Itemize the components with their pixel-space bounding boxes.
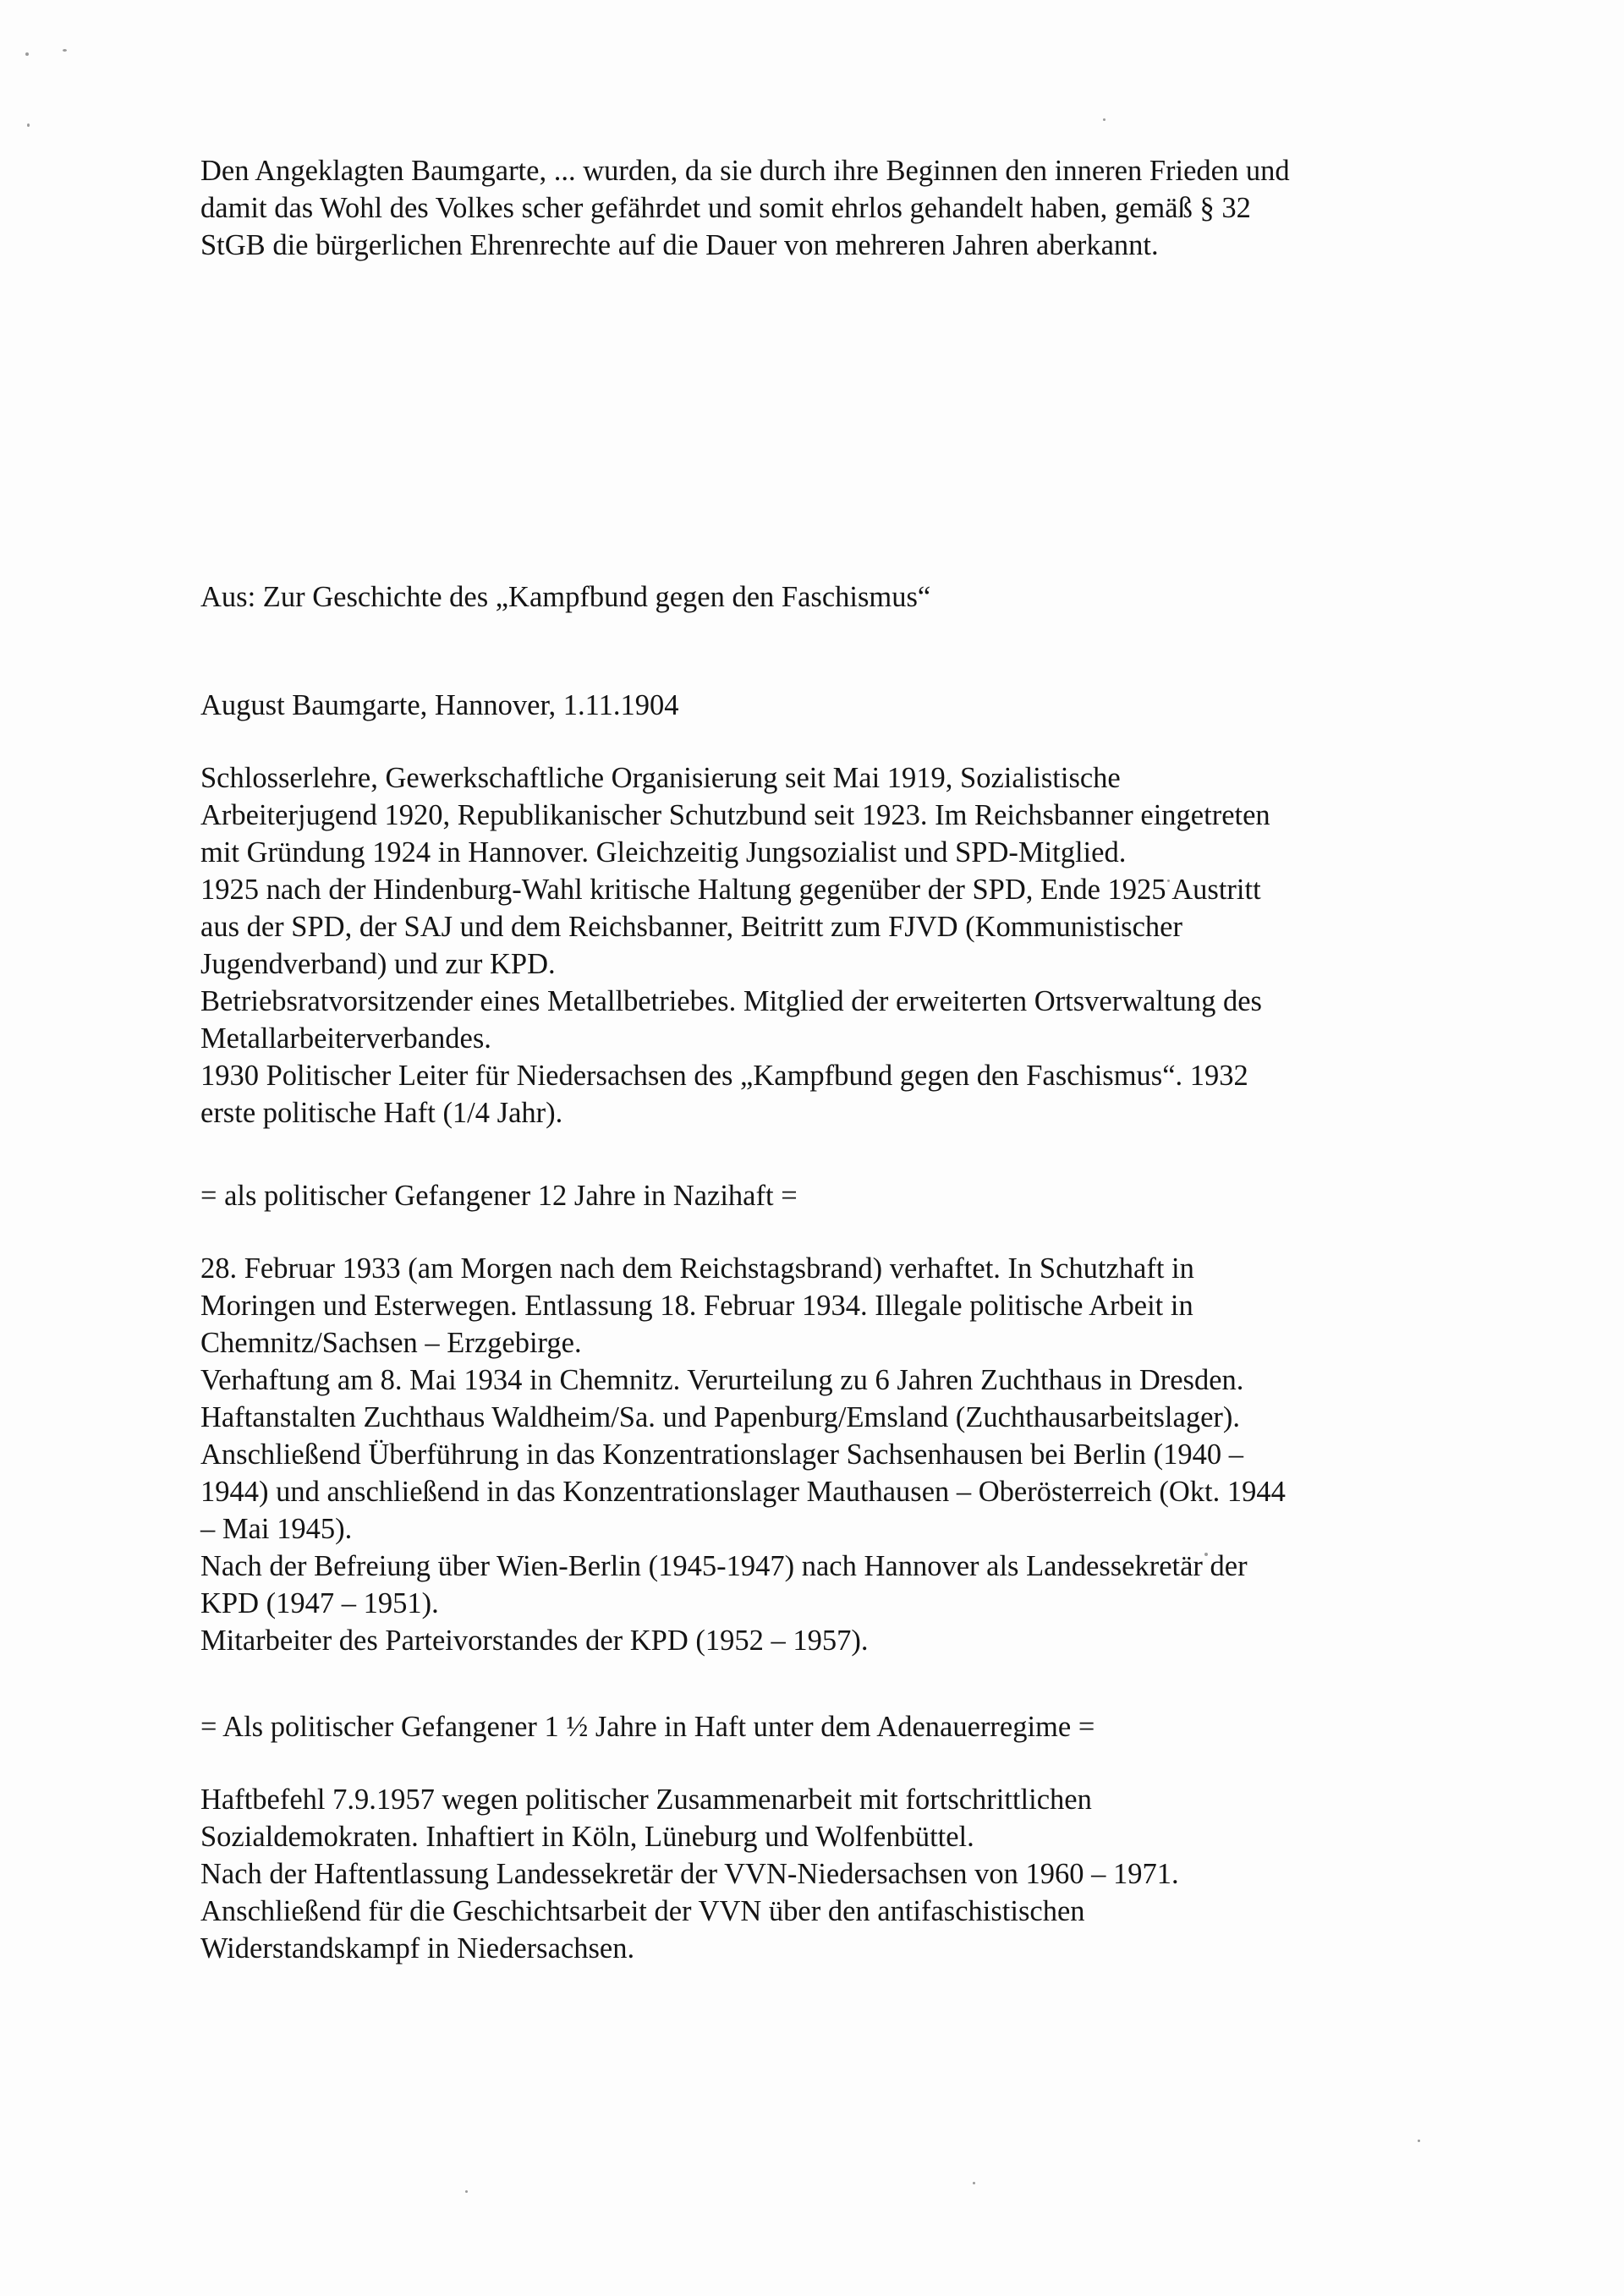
biography-line: Jugendverband) und zur KPD.: [200, 948, 556, 980]
verdict-line: damit das Wohl des Volkes scher gefährdet und somit ehrlos gehandelt haben, gemäß § 32: [200, 192, 1251, 224]
verdict-line: Den Angeklagten Baumgarte, ... wurden, da sie durch ihre Beginnen den inneren Frieden und: [200, 155, 1290, 187]
scan-speck: [1103, 118, 1106, 121]
scan-speck: [25, 52, 29, 56]
nazi-section-heading: = als politischer Gefangener 12 Jahre in Nazihaft =: [200, 1180, 798, 1212]
nazi-section-line: Nach der Befreiung über Wien-Berlin (1945-1947) nach Hannover als Landessekretär der: [200, 1550, 1248, 1582]
scan-speck: [63, 49, 67, 52]
verdict-paragraph: [200, 152, 1290, 264]
biography-line: erste politische Haft (1/4 Jahr).: [200, 1097, 563, 1129]
biography-line: mit Gründung 1924 in Hannover. Gleichzeitig Jungsozialist und SPD-Mitglied.: [200, 836, 1127, 869]
biography-line: 1930 Politischer Leiter für Niedersachsen des „Kampfbund gegen den Faschismus“. 1932: [200, 1060, 1248, 1092]
biography-line: aus der SPD, der SAJ und dem Reichsbanner, Beitritt zum FJVD (Kommunistischer: [200, 911, 1182, 943]
nazi-section-line: 1944) und anschließend in das Konzentrationslager Mauthausen – Oberösterreich (Okt. 1944: [200, 1476, 1286, 1508]
nazi-section-line: Haftanstalten Zuchthaus Waldheim/Sa. und Papenburg/Emsland (Zuchthausarbeitslager).: [200, 1401, 1240, 1433]
adenauer-section-heading: = Als politischer Gefangener 1 ½ Jahre in Haft unter dem Adenauerregime =: [200, 1711, 1095, 1743]
biography-line: Metallarbeiterverbandes.: [200, 1022, 491, 1055]
source-heading: Aus: Zur Geschichte des „Kampfbund gegen den Faschismus“: [200, 581, 931, 613]
adenauer-section-line: Haftbefehl 7.9.1957 wegen politischer Zusammenarbeit mit fortschrittlichen: [200, 1784, 1092, 1816]
nazi-section-line: Moringen und Esterwegen. Entlassung 18. Februar 1934. Illegale politische Arbeit in: [200, 1290, 1193, 1322]
nazi-section-line: – Mai 1945).: [200, 1513, 353, 1545]
scan-speck: [1418, 2140, 1420, 2142]
nazi-section-line: Anschließend Überführung in das Konzentrationslager Sachsenhausen bei Berlin (1940 –: [200, 1438, 1244, 1471]
nazi-section-line: Mitarbeiter des Parteivorstandes der KPD (1952 – 1957).: [200, 1625, 869, 1657]
scan-speck: [465, 2190, 468, 2193]
biography-line: Arbeiterjugend 1920, Republikanischer Schutzbund seit 1923. Im Reichsbanner eingetreten: [200, 799, 1270, 831]
verdict-line: StGB die bürgerlichen Ehrenrechte auf die Dauer von mehreren Jahren aberkannt.: [200, 229, 1159, 261]
adenauer-section-line: Anschließend für die Geschichtsarbeit der VVN über den antifaschistischen: [200, 1895, 1085, 1927]
nazi-section-line: KPD (1947 – 1951).: [200, 1587, 439, 1619]
adenauer-section-line: Widerstandskampf in Niedersachsen.: [200, 1932, 635, 1964]
adenauer-section-paragraph: [200, 1781, 1179, 1967]
adenauer-section-line: Nach der Haftentlassung Landessekretär der VVN-Niedersachsen von 1960 – 1971.: [200, 1858, 1179, 1890]
person-heading: August Baumgarte, Hannover, 1.11.1904: [200, 689, 679, 721]
biography-line: Betriebsratvorsitzender eines Metallbetriebes. Mitglied der erweiterten Ortsverwaltung des: [200, 985, 1262, 1017]
nazi-section-line: Chemnitz/Sachsen – Erzgebirge.: [200, 1327, 582, 1359]
nazi-section-line: Verhaftung am 8. Mai 1934 in Chemnitz. Verurteilung zu 6 Jahren Zuchthaus in Dresden.: [200, 1364, 1244, 1396]
biography-line: 1925 nach der Hindenburg-Wahl kritische Haltung gegenüber der SPD, Ende 1925 Austritt: [200, 874, 1261, 906]
nazi-section-line: 28. Februar 1933 (am Morgen nach dem Reichstagsbrand) verhaftet. In Schutzhaft in: [200, 1252, 1194, 1285]
biography-paragraph: [200, 759, 1270, 1132]
adenauer-section-line: Sozialdemokraten. Inhaftiert in Köln, Lüneburg und Wolfenbüttel.: [200, 1821, 974, 1853]
nazi-section-paragraph: [200, 1250, 1286, 1659]
scan-speck: [973, 2182, 975, 2184]
biography-line: Schlosserlehre, Gewerkschaftliche Organisierung seit Mai 1919, Sozialistische: [200, 762, 1121, 794]
scan-speck: [27, 123, 30, 127]
